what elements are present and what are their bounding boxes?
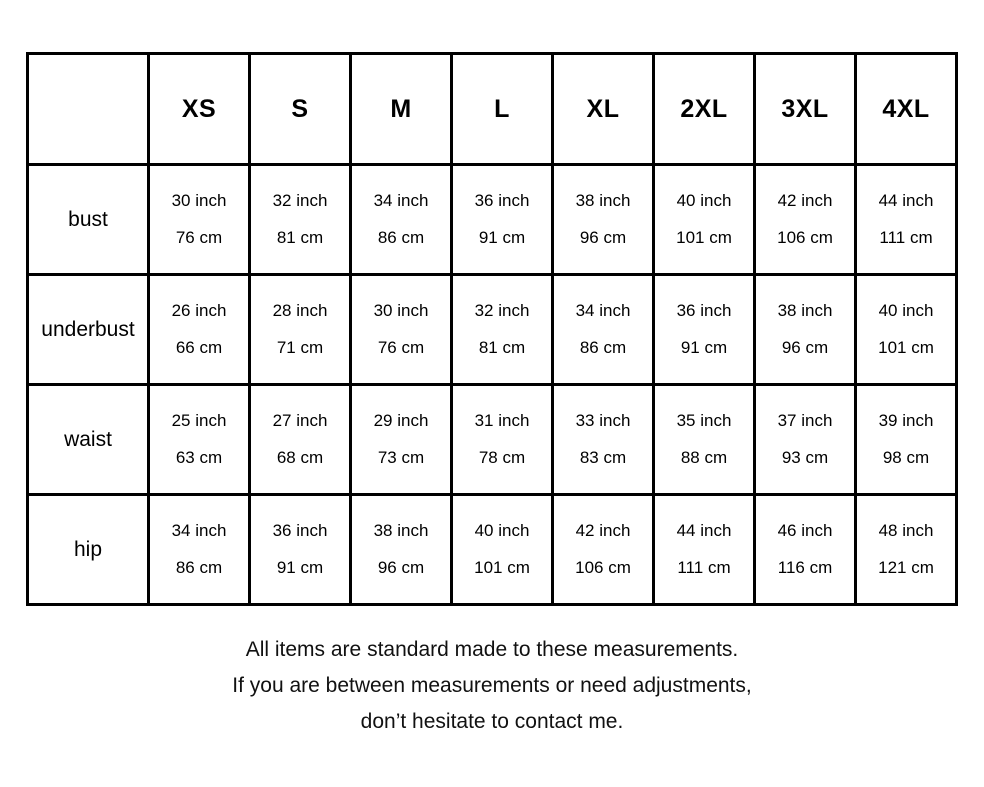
measurement-cell (553, 495, 654, 605)
footer-note (0, 632, 984, 740)
cm-value: 76 cm (377, 338, 425, 357)
inch-value: 40 inch (878, 301, 934, 320)
size-chart-table (26, 52, 958, 606)
inch-value: 30 inch (171, 191, 227, 210)
measurement-cell (755, 165, 856, 275)
measurement-values (857, 521, 955, 578)
inch-value: 36 inch (272, 521, 328, 540)
size-header-xs: XS (149, 54, 250, 165)
measurement-cell (553, 275, 654, 385)
measurement-values (352, 521, 450, 578)
cm-value: 81 cm (478, 338, 526, 357)
cm-value: 66 cm (175, 338, 223, 357)
measurement-cell (553, 385, 654, 495)
measurement-cell (856, 165, 957, 275)
measurement-values (655, 411, 753, 468)
measurement-cell (654, 385, 755, 495)
measurement-values (857, 411, 955, 468)
size-chart-body (28, 165, 957, 605)
size-header-row (28, 54, 957, 165)
measurement-row-waist (28, 385, 957, 495)
size-header-3xl: 3XL (755, 54, 856, 165)
inch-value: 38 inch (575, 191, 631, 210)
row-label-underbust: underbust (28, 275, 149, 385)
inch-value: 37 inch (777, 411, 833, 430)
inch-value: 40 inch (676, 191, 732, 210)
size-header-4xl: 4XL (856, 54, 957, 165)
measurement-cell (351, 495, 452, 605)
inch-value: 34 inch (575, 301, 631, 320)
cm-value: 86 cm (175, 558, 223, 577)
measurement-cell (149, 385, 250, 495)
inch-value: 38 inch (777, 301, 833, 320)
inch-value: 27 inch (272, 411, 328, 430)
size-header-s: S (250, 54, 351, 165)
cm-value: 96 cm (377, 558, 425, 577)
inch-value: 34 inch (373, 191, 429, 210)
cm-value: 111 cm (677, 558, 731, 577)
measurement-values (251, 521, 349, 578)
cm-value: 73 cm (377, 448, 425, 467)
measurement-values (453, 521, 551, 578)
inch-value: 32 inch (272, 191, 328, 210)
inch-value: 31 inch (474, 411, 530, 430)
corner-cell (28, 54, 149, 165)
footer-line-2: If you are between measurements or need adjustments, (232, 674, 752, 697)
measurement-values (554, 521, 652, 578)
size-header-m: M (351, 54, 452, 165)
measurement-cell (149, 165, 250, 275)
measurement-values (756, 411, 854, 468)
measurement-values (756, 301, 854, 358)
inch-value: 39 inch (878, 411, 934, 430)
measurement-values (554, 411, 652, 468)
cm-value: 91 cm (478, 228, 526, 247)
measurement-values (756, 191, 854, 248)
measurement-values (150, 411, 248, 468)
measurement-cell (452, 385, 553, 495)
cm-value: 121 cm (878, 558, 934, 577)
measurement-cell (250, 495, 351, 605)
measurement-cell (452, 275, 553, 385)
measurement-values (150, 301, 248, 358)
cm-value: 88 cm (680, 448, 728, 467)
measurement-row-underbust (28, 275, 957, 385)
measurement-cell (149, 495, 250, 605)
measurement-values (251, 301, 349, 358)
measurement-values (857, 301, 955, 358)
measurement-cell (351, 275, 452, 385)
measurement-values (554, 191, 652, 248)
measurement-values (150, 521, 248, 578)
cm-value: 101 cm (474, 558, 530, 577)
measurement-values (655, 301, 753, 358)
footer-line-3: don’t hesitate to contact me. (360, 710, 624, 733)
measurement-values (453, 191, 551, 248)
measurement-values (655, 521, 753, 578)
measurement-values (554, 301, 652, 358)
measurement-cell (452, 495, 553, 605)
cm-value: 96 cm (781, 338, 829, 357)
inch-value: 36 inch (474, 191, 530, 210)
measurement-values (453, 411, 551, 468)
measurement-cell (149, 275, 250, 385)
cm-value: 91 cm (680, 338, 728, 357)
inch-value: 38 inch (373, 521, 429, 540)
cm-value: 96 cm (579, 228, 627, 247)
inch-value: 29 inch (373, 411, 429, 430)
measurement-cell (250, 275, 351, 385)
measurement-values (453, 301, 551, 358)
measurement-cell (654, 165, 755, 275)
measurement-values (756, 521, 854, 578)
cm-value: 101 cm (878, 338, 934, 357)
inch-value: 42 inch (777, 191, 833, 210)
cm-value: 93 cm (781, 448, 829, 467)
footer-line-1: All items are standard made to these measurements. (245, 638, 739, 661)
inch-value: 40 inch (474, 521, 530, 540)
inch-value: 42 inch (575, 521, 631, 540)
measurement-cell (755, 495, 856, 605)
inch-value: 44 inch (676, 521, 732, 540)
measurement-values (655, 191, 753, 248)
inch-value: 35 inch (676, 411, 732, 430)
measurement-cell (856, 275, 957, 385)
measurement-cell (856, 385, 957, 495)
measurement-cell (755, 385, 856, 495)
size-header-2xl: 2XL (654, 54, 755, 165)
inch-value: 30 inch (373, 301, 429, 320)
cm-value: 98 cm (882, 448, 930, 467)
size-header-xl: XL (553, 54, 654, 165)
inch-value: 28 inch (272, 301, 328, 320)
cm-value: 111 cm (879, 228, 933, 247)
cm-value: 78 cm (478, 448, 526, 467)
measurement-values (150, 191, 248, 248)
measurement-row-bust (28, 165, 957, 275)
inch-value: 25 inch (171, 411, 227, 430)
measurement-cell (856, 495, 957, 605)
inch-value: 46 inch (777, 521, 833, 540)
measurement-cell (351, 165, 452, 275)
inch-value: 34 inch (171, 521, 227, 540)
cm-value: 91 cm (276, 558, 324, 577)
cm-value: 68 cm (276, 448, 324, 467)
measurement-cell (755, 275, 856, 385)
cm-value: 106 cm (575, 558, 631, 577)
inch-value: 26 inch (171, 301, 227, 320)
measurement-cell (250, 165, 351, 275)
row-label-bust: bust (28, 165, 149, 275)
measurement-values (352, 411, 450, 468)
measurement-values (251, 411, 349, 468)
inch-value: 48 inch (878, 521, 934, 540)
cm-value: 81 cm (276, 228, 324, 247)
measurement-cell (452, 165, 553, 275)
cm-value: 86 cm (579, 338, 627, 357)
measurement-cell (654, 495, 755, 605)
inch-value: 44 inch (878, 191, 934, 210)
cm-value: 63 cm (175, 448, 223, 467)
inch-value: 33 inch (575, 411, 631, 430)
cm-value: 106 cm (777, 228, 833, 247)
cm-value: 71 cm (276, 338, 324, 357)
cm-value: 86 cm (377, 228, 425, 247)
measurement-values (352, 191, 450, 248)
cm-value: 101 cm (676, 228, 732, 247)
inch-value: 32 inch (474, 301, 530, 320)
measurement-values (251, 191, 349, 248)
cm-value: 76 cm (175, 228, 223, 247)
measurement-cell (553, 165, 654, 275)
measurement-cell (351, 385, 452, 495)
row-label-waist: waist (28, 385, 149, 495)
measurement-values (857, 191, 955, 248)
measurement-row-hip (28, 495, 957, 605)
measurement-cell (250, 385, 351, 495)
size-header-l: L (452, 54, 553, 165)
inch-value: 36 inch (676, 301, 732, 320)
measurement-cell (654, 275, 755, 385)
cm-value: 83 cm (579, 448, 627, 467)
measurement-values (352, 301, 450, 358)
row-label-hip: hip (28, 495, 149, 605)
cm-value: 116 cm (777, 558, 833, 577)
